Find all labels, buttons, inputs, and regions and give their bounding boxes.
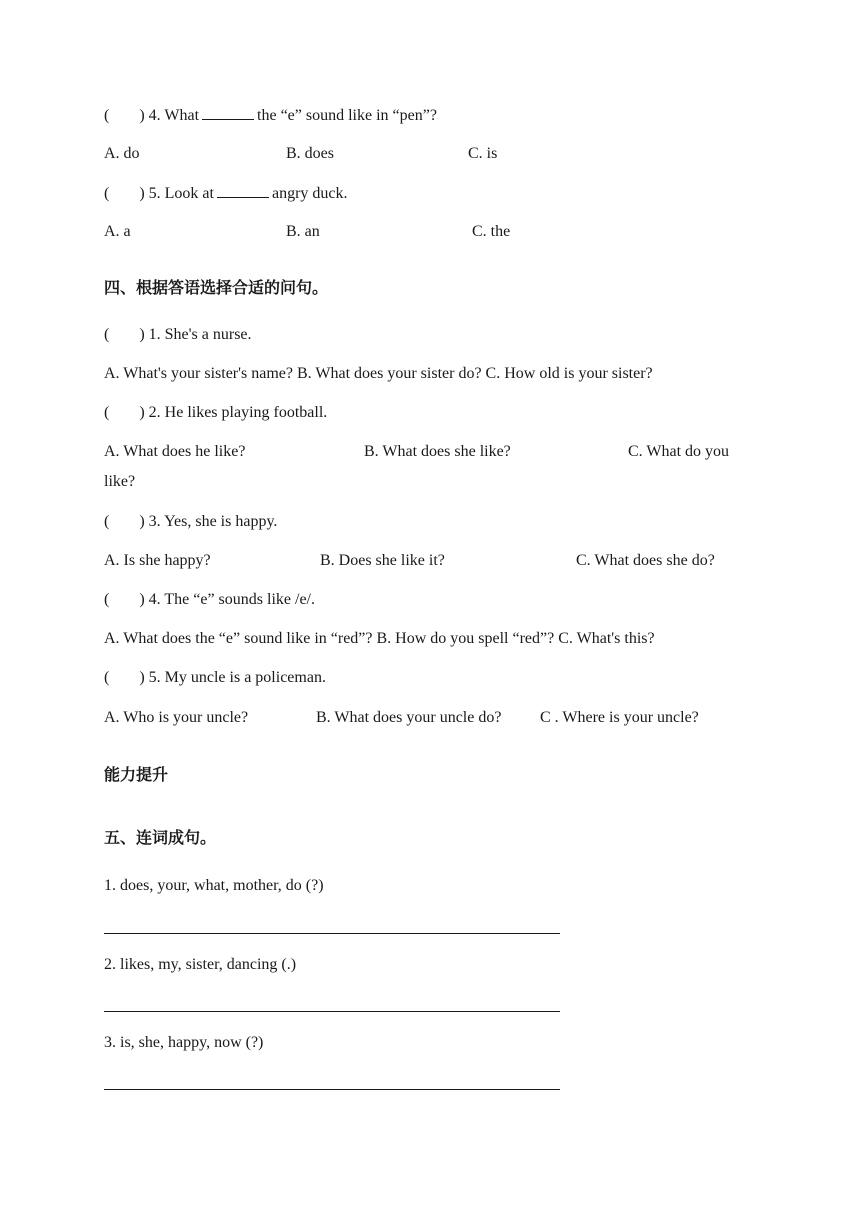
answer-line-2[interactable] (104, 1011, 560, 1012)
question-3-5 (104, 183, 348, 204)
sentence-prompt-1: 1. does, your, what, mother, do (?) (104, 877, 324, 894)
answer-paren: ( (104, 185, 110, 202)
question-text: ) 4. What (139, 107, 200, 124)
answer-line-1[interactable] (104, 933, 560, 934)
answer-paren: ( (104, 513, 110, 530)
question-4-3 (104, 512, 277, 532)
option-b: B. What does she like? (364, 443, 511, 460)
question-3-4 (104, 105, 437, 126)
option-a: A. Is she happy? (104, 552, 211, 569)
option-c: C. What do you (628, 443, 730, 460)
question-4-5 (104, 668, 326, 688)
option-c: C . Where is your uncle? (540, 709, 699, 726)
option-c: C. the (472, 223, 511, 240)
question-text: ) 4. The “e” sounds like /e/. (139, 591, 315, 608)
question-text-after: the “e” sound like in “pen”? (257, 107, 437, 124)
question-4-1 (104, 325, 252, 345)
options-4-4: A. What does the “e” sound like in “red”? B. How do you spell “red”? C. What's this? (104, 630, 655, 647)
question-text: ) 3. Yes, she is happy. (139, 513, 278, 530)
sentence-prompt-3: 3. is, she, happy, now (?) (104, 1034, 264, 1051)
option-c: C. What does she do? (576, 552, 715, 569)
sentence-prompt-2: 2. likes, my, sister, dancing (.) (104, 956, 297, 973)
option-a: A. Who is your uncle? (104, 709, 249, 726)
option-a: A. a (104, 223, 131, 240)
options-4-1: A. What's your sister's name? B. What does your sister do? C. How old is your sister? (104, 365, 653, 382)
answer-line-3[interactable] (104, 1089, 560, 1090)
option-b: B. an (286, 223, 320, 240)
answer-paren: ( (104, 326, 110, 343)
section-4-title: 四、根据答语选择合适的问句。 (104, 278, 329, 297)
fill-blank[interactable] (202, 105, 254, 120)
answer-paren: ( (104, 404, 110, 421)
question-4-2 (104, 403, 327, 423)
answer-paren: ( (104, 591, 110, 608)
answer-paren: ( (104, 107, 110, 124)
fill-blank[interactable] (217, 183, 269, 198)
option-a: A. What does he like? (104, 443, 246, 460)
answer-paren: ( (104, 669, 110, 686)
option-c: C. is (468, 145, 498, 162)
option-b: B. What does your uncle do? (316, 709, 502, 726)
question-text-after: angry duck. (271, 185, 348, 202)
ability-heading: 能力提升 (104, 765, 169, 784)
question-text: ) 5. My uncle is a policeman. (139, 669, 326, 686)
option-a: A. do (104, 145, 140, 162)
question-4-4 (104, 590, 315, 610)
section-5-title: 五、连词成句。 (104, 828, 217, 847)
question-text: ) 5. Look at (139, 185, 214, 202)
option-b: B. does (286, 145, 334, 162)
question-text: ) 1. She's a nurse. (139, 326, 252, 343)
option-b: B. Does she like it? (320, 552, 445, 569)
question-text: ) 2. He likes playing football. (139, 404, 328, 421)
option-c-wrap: like? (104, 473, 136, 490)
